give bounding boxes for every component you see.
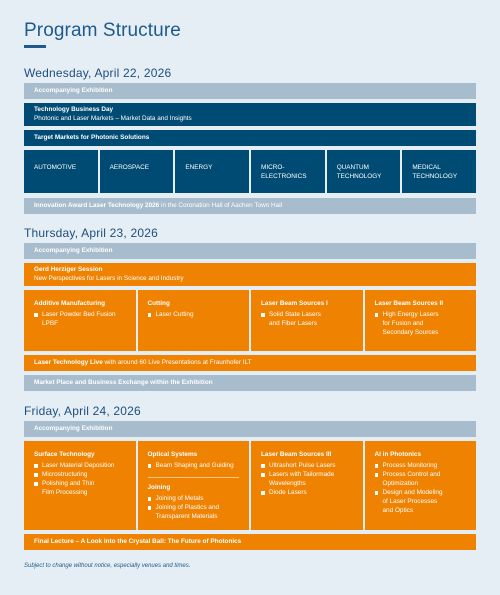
topic-item: Process Control and Optimization	[375, 471, 467, 489]
topic-column	[138, 290, 250, 351]
topic-title: Surface Technology	[34, 451, 95, 458]
business-day-subtitle: Photonic and Laser Markets – Market Data and Insights	[34, 114, 192, 122]
topic-column	[138, 441, 250, 530]
accompanying-exhibition-bar: Accompanying Exhibition	[24, 83, 476, 99]
column-divider	[148, 477, 240, 478]
topic-column	[365, 290, 477, 351]
topic-item: Beam Shaping and Guiding	[148, 462, 240, 471]
market-place-bar: Market Place and Business Exchange within the Exhibition	[24, 375, 476, 391]
technology-business-day-bar	[24, 103, 476, 126]
target-markets-bar: Target Markets for Photonic Solutions	[24, 130, 476, 146]
day-heading-friday: Friday, April 24, 2026	[24, 404, 141, 418]
topic-column	[24, 441, 136, 530]
market-label: ENERGY	[185, 164, 213, 171]
topic-column	[365, 441, 477, 530]
innovation-award-bar	[24, 198, 476, 214]
topic-item: Solid State Lasers and Fiber Lasers	[261, 311, 353, 329]
topic-title: Laser Beam Sources II	[374, 300, 444, 307]
topic-item: Process Monitoring	[375, 462, 467, 471]
topic-title: Laser Beam Sources I	[261, 300, 328, 307]
award-title: Innovation Award Laser Technology 2026	[34, 201, 160, 209]
disclaimer-note: Subject to change without notice, especially venues and times.	[24, 563, 191, 569]
live-title: Laser Technology Live	[34, 358, 103, 366]
topic-column	[24, 290, 136, 351]
topic-title: Joining	[147, 483, 171, 491]
topic-item: Joining of Plastics and Transparent Materials	[148, 504, 240, 522]
title-underline	[24, 45, 46, 48]
market-cell	[251, 150, 325, 193]
topic-item: Laser Material Deposition	[34, 462, 126, 471]
session-subtitle: New Perspectives for Lasers in Science and Industry	[34, 274, 184, 282]
topic-item: Microstructuring	[34, 471, 126, 480]
topic-item: Laser Cutting	[148, 311, 240, 320]
accompanying-exhibition-bar: Accompanying Exhibition	[24, 421, 476, 437]
market-label: MEDICAL TECHNOLOGY	[412, 164, 458, 180]
topic-item: Diode Lasers	[261, 489, 353, 498]
market-cell	[175, 150, 249, 193]
topic-item: Ultrashort Pulse Lasers	[261, 462, 353, 471]
market-cell	[24, 150, 98, 193]
market-label: QUANTUM TECHNOLOGY	[336, 164, 382, 180]
market-cell	[327, 150, 401, 193]
live-detail: with around 60 Live Presentations at Fraunhofer ILT	[102, 358, 252, 366]
topic-item: Joining of Metals	[148, 495, 240, 504]
market-cell	[402, 150, 476, 193]
topic-title: Cutting	[147, 300, 170, 307]
topic-item: Design and Modeling of Laser Processes and Optics	[375, 489, 467, 516]
topic-column	[251, 290, 363, 351]
topic-title: AI in Photonics	[374, 451, 422, 458]
accompanying-exhibition-bar: Accompanying Exhibition	[24, 243, 476, 259]
gerd-herziger-session-bar	[24, 263, 476, 286]
market-label: MICRO- ELECTRONICS	[261, 164, 307, 180]
market-label: AUTOMOTIVE	[34, 164, 77, 171]
day-heading-wednesday: Wednesday, April 22, 2026	[24, 66, 172, 80]
topic-title: Laser Beam Sources III	[261, 451, 332, 458]
topic-title: Optical Systems	[147, 451, 198, 458]
topic-item: Laser Powder Bed Fusion LPBF	[34, 311, 126, 329]
topic-item: Lasers with Tailormade Wavelengths	[261, 471, 353, 489]
final-lecture-bar: Final Lecture – A Look into the Crystal Ball: The Future of Photonics	[24, 534, 476, 550]
business-day-title: Technology Business Day	[34, 105, 114, 113]
page-title: Program Structure	[24, 20, 181, 41]
friday-topics-row	[24, 441, 476, 530]
day-heading-thursday: Thursday, April 23, 2026	[24, 226, 158, 240]
thursday-topics-row	[24, 290, 476, 351]
laser-technology-live-bar	[24, 355, 476, 371]
markets-row	[24, 150, 476, 193]
session-title: Gerd Herziger Session	[34, 265, 103, 273]
market-cell	[100, 150, 174, 193]
topic-item: Polishing and Thin Film Processing	[34, 480, 126, 498]
topic-item: High Energy Lasers for Fusion and Secondary Sources	[375, 311, 467, 338]
award-venue: in the Coronation Hall of Aachen Town Hall	[159, 201, 283, 209]
topic-title: Additive Manufacturing	[34, 300, 106, 307]
topic-column	[251, 441, 363, 530]
market-label: AEROSPACE	[109, 164, 149, 171]
